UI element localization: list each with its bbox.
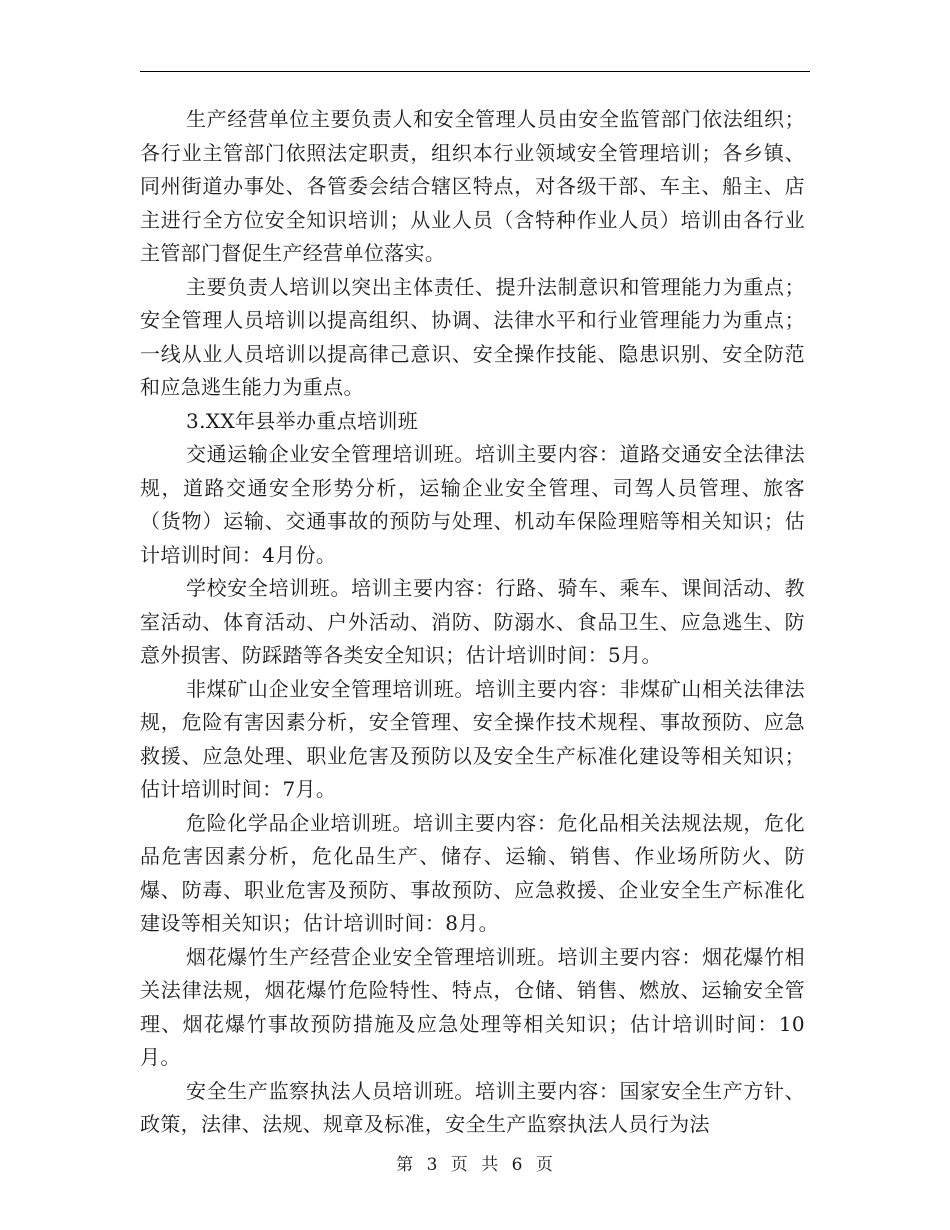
paragraph: 危险化学品企业培训班。培训主要内容：危化品相关法规法规，危化品危害因素分析，危化品生产、储存、运输、销售、作业场所防火、防爆、防毒、职业危害及预防、事故预防、应急救援、企业安全生产标准化建设等相关知识；估计培训时间：8月。 [140, 810, 805, 935]
paragraph: 烟花爆竹生产经营企业安全管理培训班。培训主要内容：烟花爆竹相关法律法规，烟花爆竹危险特性、特点，仓储、销售、燃放、运输安全管理、烟花爆竹事故预防措施及应急处理等相关知识；估计培训时间：10月。 [140, 944, 805, 1069]
paragraph: 学校安全培训班。培训主要内容：行路、骑车、乘车、课间活动、教室活动、体育活动、户外活动、消防、防溺水、食品卫生、应急逃生、防意外损害、防踩踏等各类安全知识；估计培训时间：5月。 [140, 576, 805, 667]
header-rule [140, 71, 810, 72]
paragraph: 主要负责人培训以突出主体责任、提升法制意识和管理能力为重点；安全管理人员培训以提高组织、协调、法律水平和行业管理能力为重点；一线从业人员培训以提高律己意识、安全操作技能、隐患识别、安全防范和应急逃生能力为重点。 [140, 274, 805, 399]
document-body [140, 103, 805, 1142]
paragraph: 生产经营单位主要负责人和安全管理人员由安全监管部门依法组织；各行业主管部门依照法定职责，组织本行业领域安全管理培训；各乡镇、同州街道办事处、各管委会结合辖区特点，对各级干部、车主、船主、店主进行全方位安全知识培训；从业人员（含特种作业人员）培训由各行业主管部门督促生产经营单位落实。 [140, 107, 805, 265]
paragraph: 安全生产监察执法人员培训班。培训主要内容：国家安全生产方针、政策，法律、法规、规章及标准，安全生产监察执法人员行为法 [140, 1078, 805, 1136]
paragraph: 交通运输企业安全管理培训班。培训主要内容：道路交通安全法律法规，道路交通安全形势分析，运输企业安全管理、司驾人员管理、旅客（货物）运输、交通事故的预防与处理、机动车保险理赔等相关知识；估计培训时间：4月份。 [140, 442, 805, 567]
paragraph: 非煤矿山企业安全管理培训班。培训主要内容：非煤矿山相关法律法规，危险有害因素分析，安全管理、安全操作技术规程、事故预防、应急救援、应急处理、职业危害及预防以及安全生产标准化建设等相关知识；估计培训时间：7月。 [140, 676, 805, 801]
page-number: 第 3 页 共 6 页 [396, 1155, 554, 1175]
section-heading: 3.XX年县举办重点培训班 [186, 408, 419, 433]
